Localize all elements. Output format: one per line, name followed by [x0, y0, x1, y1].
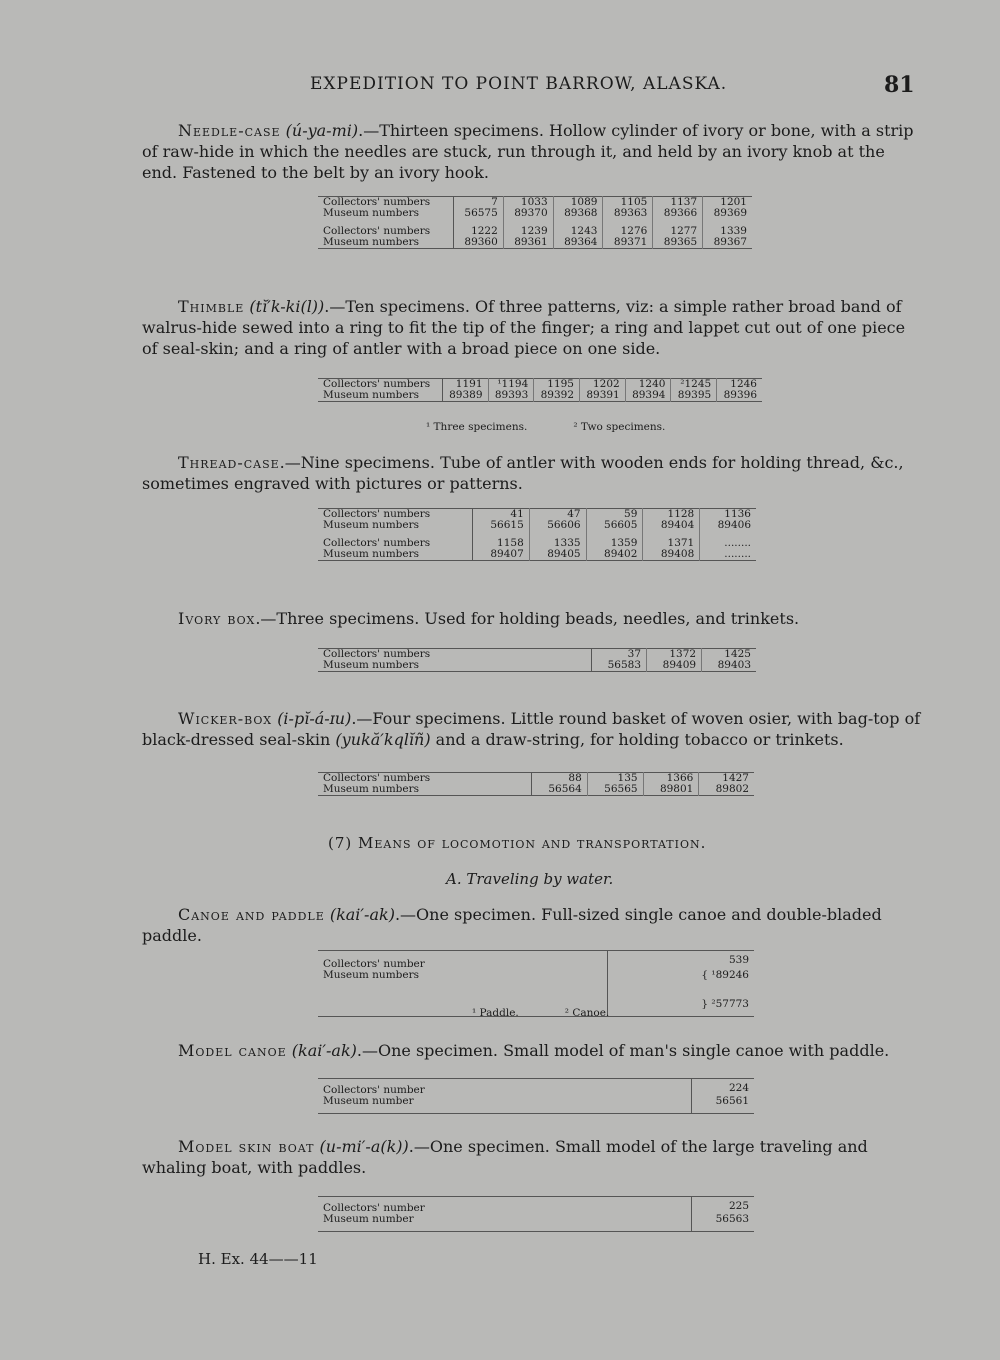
- table-number-cell: 89368: [553, 208, 603, 219]
- subsection-heading: A. Traveling by water.: [446, 870, 614, 888]
- table-number-cell: 1201: [703, 197, 752, 209]
- table-number-cell: 89367: [703, 237, 752, 249]
- entry-text: .—Four specimens. Little round basket of woven osier, with bag-top of black-dressed seal-skin: [142, 709, 921, 749]
- table-row: [318, 1079, 754, 1097]
- table-number-cell: 89394: [625, 390, 671, 402]
- table-number-cell: ........: [700, 549, 756, 561]
- table-number-cell: 89365: [653, 237, 703, 249]
- table-number-cell: 1243: [553, 226, 603, 237]
- needle-case-table: [318, 196, 752, 249]
- thread-case-table: [318, 508, 756, 561]
- ivory-box-entry: [142, 608, 922, 629]
- table-row: [318, 1096, 754, 1114]
- table-label-cell: Museum number: [318, 1214, 692, 1232]
- native-term: (tĭ′k-ki(l)): [249, 297, 325, 316]
- table-number-cell: 56605: [586, 520, 643, 531]
- entry-text: .—One specimen. Small model of man's single canoe with paddle.: [356, 1041, 890, 1060]
- table-number-cell: 1277: [653, 226, 703, 237]
- table-number-cell: 56575: [453, 208, 503, 219]
- table-number-cell: 1335: [529, 538, 586, 549]
- table-number-cell: 56606: [529, 520, 586, 531]
- running-title: EXPEDITION TO POINT BARROW, ALASKA.: [310, 74, 728, 94]
- skin-boat-table: [318, 1196, 754, 1232]
- table-number-cell: 1425: [702, 649, 756, 661]
- entry-heading: Thimble: [178, 297, 245, 316]
- table-row: [318, 390, 762, 402]
- table-row: [318, 549, 756, 561]
- entry-text: .—One specimen. Small model of the large traveling and whaling boat, with paddles.: [142, 1137, 868, 1177]
- table-row: [318, 1197, 754, 1215]
- table-label-cell: Museum number: [318, 1096, 692, 1114]
- footnote: ² Canoe.: [564, 1007, 610, 1019]
- page-number: 81: [884, 72, 915, 98]
- table-number-cell: 89409: [647, 660, 702, 672]
- table-label-cell: Collectors' numbers: [318, 509, 472, 521]
- table-number-cell: 1158: [472, 538, 529, 549]
- thimble-entry: [142, 296, 922, 359]
- entry-heading: Ivory box: [178, 609, 256, 628]
- table-label-cell: Museum numbers: [318, 549, 472, 561]
- table-label-cell: Collectors' number: [318, 951, 608, 971]
- table-row: [318, 784, 754, 796]
- footnote: ¹ Three specimens.: [426, 421, 528, 433]
- table-number-cell: 89396: [717, 390, 762, 402]
- entry-heading: Model skin boat: [178, 1137, 315, 1156]
- table-number-cell: 89370: [503, 208, 553, 219]
- table-row: [318, 951, 754, 971]
- table-label-cell: Collectors' numbers: [318, 197, 453, 209]
- signature-mark: H. Ex. 44——11: [198, 1250, 318, 1268]
- table-number-cell: 135: [587, 773, 643, 785]
- table-label-cell: Museum numbers: [318, 208, 453, 219]
- entry-heading: Canoe and paddle: [178, 905, 325, 924]
- table-number-cell: 1359: [586, 538, 643, 549]
- table-number-cell: 59: [586, 509, 643, 521]
- table-number-cell: 1246: [717, 379, 762, 391]
- native-term: (u-mi′-a(k)): [319, 1137, 409, 1156]
- table-number-cell: 1202: [580, 379, 626, 391]
- table-number-cell: 89801: [643, 784, 699, 796]
- table-label-cell: Collectors' numbers: [318, 649, 592, 661]
- table-number-cell: 7: [453, 197, 503, 209]
- table-number-cell: 89391: [580, 390, 626, 402]
- table-number-cell: 89802: [699, 784, 754, 796]
- ivory-box-table: [318, 648, 756, 672]
- native-term: (kai′-ak): [329, 905, 395, 924]
- table-label-cell: Museum numbers: [318, 390, 442, 402]
- native-term: (yukă′kqlĭñ): [335, 730, 431, 749]
- canoe-footnotes: [472, 1007, 655, 1019]
- table-number-cell: 1033: [503, 197, 553, 209]
- table-number-cell: 89371: [603, 237, 653, 249]
- table-number-cell: 1137: [653, 197, 703, 209]
- table-number-cell: 89389: [442, 390, 488, 402]
- table-number-cell: 89404: [643, 520, 700, 531]
- entry-text: .—Nine specimens. Tube of antler with wooden ends for holding thread, &c., sometimes engraved with pictures or patterns.: [142, 453, 904, 493]
- table-number-cell: 89369: [703, 208, 752, 219]
- table-number-cell: 89407: [472, 549, 529, 561]
- table-number-cell: 56583: [592, 660, 647, 672]
- entry-heading: Needle-case: [178, 121, 281, 140]
- table-row: [318, 970, 754, 999]
- footnote: ² Two specimens.: [573, 421, 666, 433]
- entry-heading: Thread-case: [178, 453, 280, 472]
- table-label-cell: Collectors' numbers: [318, 226, 453, 237]
- table-row: [318, 237, 752, 249]
- table-label-cell: Collectors' numbers: [318, 379, 442, 391]
- table-number-cell: 56561: [692, 1096, 755, 1114]
- table-label-cell: Collectors' numbers: [318, 538, 472, 549]
- table-number-cell: 56565: [587, 784, 643, 796]
- table-number-cell: 539: [608, 951, 754, 971]
- wicker-box-table: [318, 772, 754, 796]
- table-number-cell: 225: [692, 1197, 755, 1215]
- table-number-cell: 89363: [603, 208, 653, 219]
- table-number-cell: 89393: [488, 390, 534, 402]
- table-number-cell: 89392: [534, 390, 580, 402]
- table-number-cell: 224: [692, 1079, 755, 1097]
- entry-heading: Model canoe: [178, 1041, 287, 1060]
- table-number-cell: 1195: [534, 379, 580, 391]
- table-label-cell: Museum numbers: [318, 660, 592, 672]
- table-number-cell: 88: [532, 773, 588, 785]
- table-number-cell: 56615: [472, 520, 529, 531]
- thimble-table: [318, 378, 762, 402]
- table-row: [318, 1214, 754, 1232]
- table-number-cell: 1371: [643, 538, 700, 549]
- table-row: [318, 208, 752, 219]
- table-number-cell: 1239: [503, 226, 553, 237]
- table-number-cell: 1222: [453, 226, 503, 237]
- table-number-cell: 1339: [703, 226, 752, 237]
- table-number-cell: 1240: [625, 379, 671, 391]
- table-label-cell: Collectors' number: [318, 1197, 692, 1215]
- skin-boat-entry: [142, 1136, 922, 1178]
- table-number-cell: 47: [529, 509, 586, 521]
- table-number-cell: 89408: [643, 549, 700, 561]
- table-row: [318, 660, 756, 672]
- table-number-cell: 1372: [647, 649, 702, 661]
- footnote: ¹ Paddle.: [472, 1007, 519, 1019]
- thimble-footnotes: [426, 421, 711, 433]
- section-heading: (7) Means of locomotion and transportation.: [328, 834, 707, 852]
- entry-text: .—Ten specimens. Of three patterns, viz: a simple rather broad band of walrus-hide sewed into a ring to fit the tip of the finger; a ring and lappet cut out of one piece of seal-skin; and a ring of antler with a broad piece on one side.: [142, 297, 906, 358]
- table-number-cell: 89405: [529, 549, 586, 561]
- table-label-cell: Museum numbers: [318, 784, 532, 796]
- model-canoe-table: [318, 1078, 754, 1114]
- table-number-cell: 89402: [586, 549, 643, 561]
- table-label-cell: Museum numbers: [318, 970, 608, 999]
- table-row: [318, 520, 756, 531]
- table-number-cell: 1427: [699, 773, 754, 785]
- entry-text: .—Thirteen specimens. Hollow cylinder of ivory or bone, with a strip of raw-hide in which the needles are stuck, run through it, and held by an ivory knob at the end. Fastened to the belt by an ivory hook.: [142, 121, 914, 182]
- table-number-cell: 89360: [453, 237, 503, 249]
- table-number-cell: 1136: [700, 509, 756, 521]
- table-number-cell: 89406: [700, 520, 756, 531]
- table-label-cell: Collectors' number: [318, 1079, 692, 1097]
- table-number-cell: ¹1194: [488, 379, 534, 391]
- model-canoe-entry: [142, 1040, 922, 1061]
- table-number-cell: 1366: [643, 773, 699, 785]
- table-number-cell: 1276: [603, 226, 653, 237]
- table-number-cell: 41: [472, 509, 529, 521]
- native-term: (ú-ya-mi): [285, 121, 359, 140]
- needle-case-entry: [142, 120, 922, 183]
- table-number-cell: 89361: [503, 237, 553, 249]
- table-number-cell: 1128: [643, 509, 700, 521]
- table-number-cell: 1089: [553, 197, 603, 209]
- table-number-cell: 89364: [553, 237, 603, 249]
- entry-text: and a draw-string, for holding tobacco or trinkets.: [430, 730, 844, 749]
- table-number-cell: { ¹89246: [608, 970, 754, 999]
- native-term: (kai′-ak): [291, 1041, 357, 1060]
- table-number-cell: 89366: [653, 208, 703, 219]
- table-number-cell: 89395: [671, 390, 717, 402]
- table-number-cell: 1191: [442, 379, 488, 391]
- table-number-cell: 1105: [603, 197, 653, 209]
- entry-text: .—One specimen. Full-sized single canoe and double-bladed paddle.: [142, 905, 882, 945]
- table-number-cell: } ²57773: [608, 999, 754, 1017]
- entry-heading: Wicker-box: [178, 709, 273, 728]
- table-number-cell: ........: [700, 538, 756, 549]
- thread-case-entry: [142, 452, 922, 494]
- canoe-entry: [142, 904, 922, 946]
- entry-text: .—Three specimens. Used for holding beads, needles, and trinkets.: [255, 609, 800, 628]
- table-label-cell: Museum numbers: [318, 237, 453, 249]
- table-number-cell: 37: [592, 649, 647, 661]
- native-term: (i-pĭ-á-ɪu): [277, 709, 352, 728]
- table-number-cell: ²1245: [671, 379, 717, 391]
- table-label-cell: Museum numbers: [318, 520, 472, 531]
- table-number-cell: 56564: [532, 784, 588, 796]
- table-number-cell: 89403: [702, 660, 756, 672]
- wicker-box-entry: [142, 708, 922, 750]
- table-number-cell: 56563: [692, 1214, 755, 1232]
- table-label-cell: Collectors' numbers: [318, 773, 532, 785]
